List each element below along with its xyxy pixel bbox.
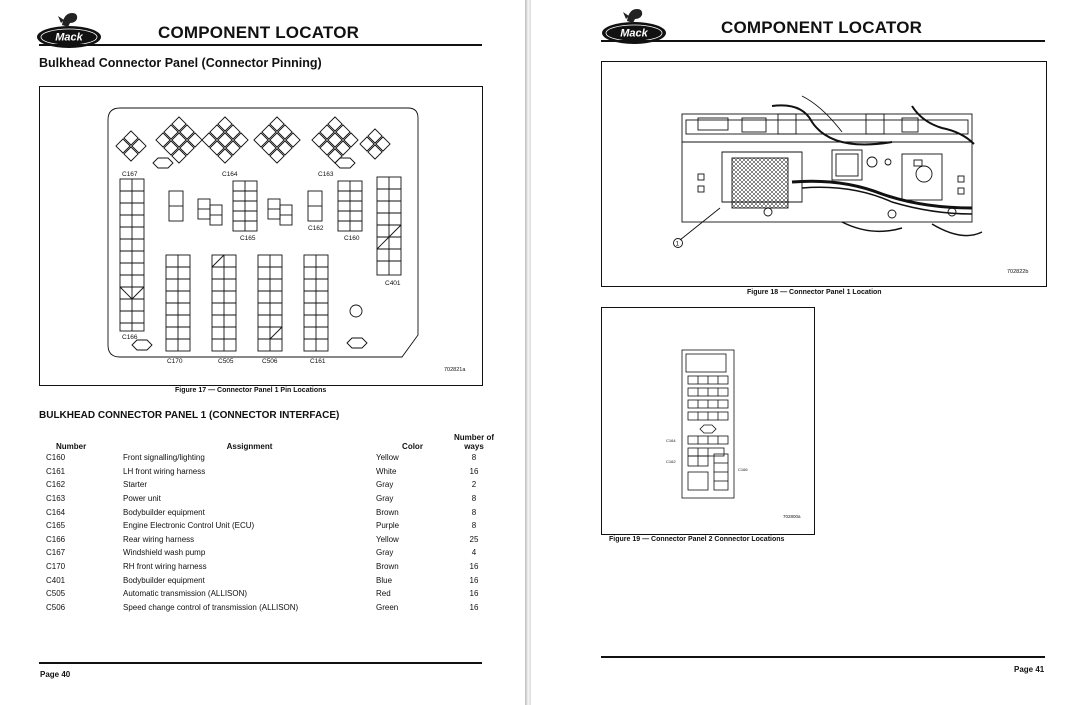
cell-number: C505	[46, 589, 66, 599]
engine-bay-illustration	[602, 62, 1046, 286]
connector-c161	[304, 255, 328, 351]
cell-number: C162	[46, 480, 66, 490]
section-subtitle: Bulkhead Connector Panel (Connector Pinning)	[39, 56, 322, 70]
table-row	[40, 601, 499, 615]
connector-c167-column	[120, 179, 144, 331]
cell-color: Purple	[376, 521, 400, 531]
connector-c505	[212, 255, 236, 351]
table-row	[40, 560, 499, 574]
connector-c401	[377, 177, 401, 275]
figure-17-code: 702821a	[444, 367, 466, 373]
cell-number: C160	[46, 453, 66, 463]
page-number-left: Page 40	[40, 670, 71, 679]
connector-c160	[338, 181, 362, 231]
connector-c170	[166, 255, 190, 351]
cell-assignment: Power unit	[123, 494, 161, 504]
block-2	[198, 199, 222, 225]
connector-c165	[233, 181, 257, 231]
hatched-connector-panel	[732, 158, 788, 208]
cell-number: C164	[46, 507, 66, 517]
cell-number: C401	[46, 575, 66, 585]
table-header-row	[40, 433, 499, 451]
cell-ways: 8	[471, 453, 477, 463]
page-number-right: Page 41	[1014, 665, 1045, 674]
figure-19-frame	[601, 307, 815, 535]
label-c165: C165	[240, 235, 256, 242]
label-c160: C160	[344, 235, 360, 242]
cell-ways: 16	[469, 602, 479, 612]
figure-18-frame	[601, 61, 1047, 287]
connector-panel-diagram	[40, 87, 482, 385]
cell-ways: 8	[471, 521, 477, 531]
diamond-group-1	[156, 117, 202, 163]
figure-18-code: 702822b	[1007, 269, 1029, 275]
label-c163: C163	[318, 171, 334, 178]
col-ways-line2: ways	[464, 442, 484, 451]
table-row	[40, 465, 499, 479]
cell-assignment: Starter	[123, 480, 148, 490]
diamond-group-c163	[312, 117, 358, 163]
boss-3	[132, 340, 152, 350]
connector-assignment-table	[40, 433, 499, 614]
table-row	[40, 546, 499, 560]
boss-4	[347, 338, 367, 348]
col-ways	[449, 433, 499, 451]
col-color: Color	[402, 442, 423, 451]
col-ways-line1: Number of	[454, 433, 494, 442]
cell-color: Green	[376, 602, 399, 612]
figure-19-code: 702800a	[783, 514, 801, 519]
label-c164: C164	[222, 171, 238, 178]
connector-c162	[308, 191, 322, 221]
callout-1: 1	[675, 240, 680, 248]
cell-number: C163	[46, 494, 66, 504]
cell-number: C165	[46, 521, 66, 531]
footer-rule	[39, 662, 482, 664]
table-row	[40, 505, 499, 519]
label-c164-fig19: C164	[666, 438, 676, 443]
cell-color: Blue	[376, 575, 393, 585]
boss-2	[335, 158, 355, 168]
cell-assignment: Windshield wash pump	[123, 548, 206, 558]
col-assignment: Assignment	[226, 442, 273, 451]
page-title-right: COMPONENT LOCATOR	[721, 18, 923, 37]
figure-19-caption: Figure 19 — Connector Panel 2 Connector Locations	[609, 536, 785, 543]
cell-ways: 8	[471, 494, 477, 504]
figure-17-frame	[39, 86, 483, 386]
label-c506: C506	[262, 358, 278, 365]
cell-assignment: Rear wiring harness	[123, 534, 195, 544]
left-page	[0, 0, 526, 705]
right-page	[531, 0, 1069, 705]
table-row	[40, 492, 499, 506]
cell-color: Yellow	[376, 534, 399, 544]
cell-assignment: LH front wiring harness	[123, 466, 206, 476]
cell-color: Brown	[376, 507, 399, 517]
cell-assignment: Front signalling/lighting	[123, 453, 205, 463]
footer-rule-right	[601, 656, 1045, 658]
col-number: Number	[56, 442, 87, 451]
cell-ways: 25	[469, 534, 479, 544]
cell-ways: 2	[471, 480, 477, 490]
block-3	[268, 199, 292, 225]
page-title: COMPONENT LOCATOR	[158, 23, 360, 42]
cell-color: Red	[376, 589, 391, 599]
cell-ways: 16	[469, 589, 479, 599]
label-c505: C505	[218, 358, 234, 365]
cell-ways: 4	[471, 548, 477, 558]
cell-color: White	[376, 466, 397, 476]
table-heading: BULKHEAD CONNECTOR PANEL 1 (CONNECTOR INTERFACE)	[39, 410, 340, 421]
table-row	[40, 533, 499, 547]
cell-color: Yellow	[376, 453, 399, 463]
cell-number: C167	[46, 548, 66, 558]
connector-c506	[258, 255, 282, 351]
cell-assignment: Bodybuilder equipment	[123, 575, 205, 585]
cell-assignment: RH front wiring harness	[123, 562, 207, 572]
cell-ways: 16	[469, 466, 479, 476]
table-row	[40, 451, 499, 465]
cell-ways: 16	[469, 562, 479, 572]
boss-1	[153, 158, 173, 168]
cell-number: C166	[46, 534, 66, 544]
block-1	[169, 191, 183, 221]
table-row	[40, 587, 499, 601]
mount-hole	[350, 305, 362, 317]
cell-color: Brown	[376, 562, 399, 572]
diamond-group-c167	[116, 131, 146, 161]
cell-assignment: Speed change control of transmission (ALLISON)	[123, 602, 299, 612]
cell-assignment: Automatic transmission (ALLISON)	[123, 589, 248, 599]
table-body	[40, 451, 499, 614]
label-c170: C170	[167, 358, 183, 365]
label-c162-fig19: C162	[666, 459, 676, 464]
cell-assignment: Engine Electronic Control Unit (ECU)	[123, 521, 255, 531]
cell-ways: 8	[471, 507, 477, 517]
diamond-group-3	[360, 129, 390, 159]
cell-color: Gray	[376, 548, 394, 558]
logo-text-right: Mack	[620, 27, 648, 40]
header-rule-right	[601, 40, 1045, 42]
label-c166: C166	[122, 334, 138, 341]
label-c401: C401	[385, 280, 401, 287]
label-c166-fig19: C166	[738, 467, 748, 472]
table-row	[40, 573, 499, 587]
figure-17-caption: Figure 17 — Connector Panel 1 Pin Locations	[175, 387, 327, 394]
table-row	[40, 478, 499, 492]
cell-number: C506	[46, 602, 66, 612]
table-row	[40, 519, 499, 533]
cell-assignment: Bodybuilder equipment	[123, 507, 205, 517]
cell-color: Gray	[376, 480, 394, 490]
cell-ways: 16	[469, 575, 479, 585]
connector-panel-2-diagram	[602, 308, 814, 534]
logo-text: Mack	[55, 31, 83, 44]
diamond-group-2	[254, 117, 300, 163]
diamond-group-c164	[202, 117, 248, 163]
header-rule	[39, 44, 482, 46]
figure-18-caption: Figure 18 — Connector Panel 1 Location	[747, 289, 882, 296]
label-c162: C162	[308, 225, 324, 232]
label-c167: C167	[122, 171, 138, 178]
cell-color: Gray	[376, 494, 394, 504]
label-c161: C161	[310, 358, 326, 365]
cell-number: C170	[46, 562, 66, 572]
cell-number: C161	[46, 466, 66, 476]
